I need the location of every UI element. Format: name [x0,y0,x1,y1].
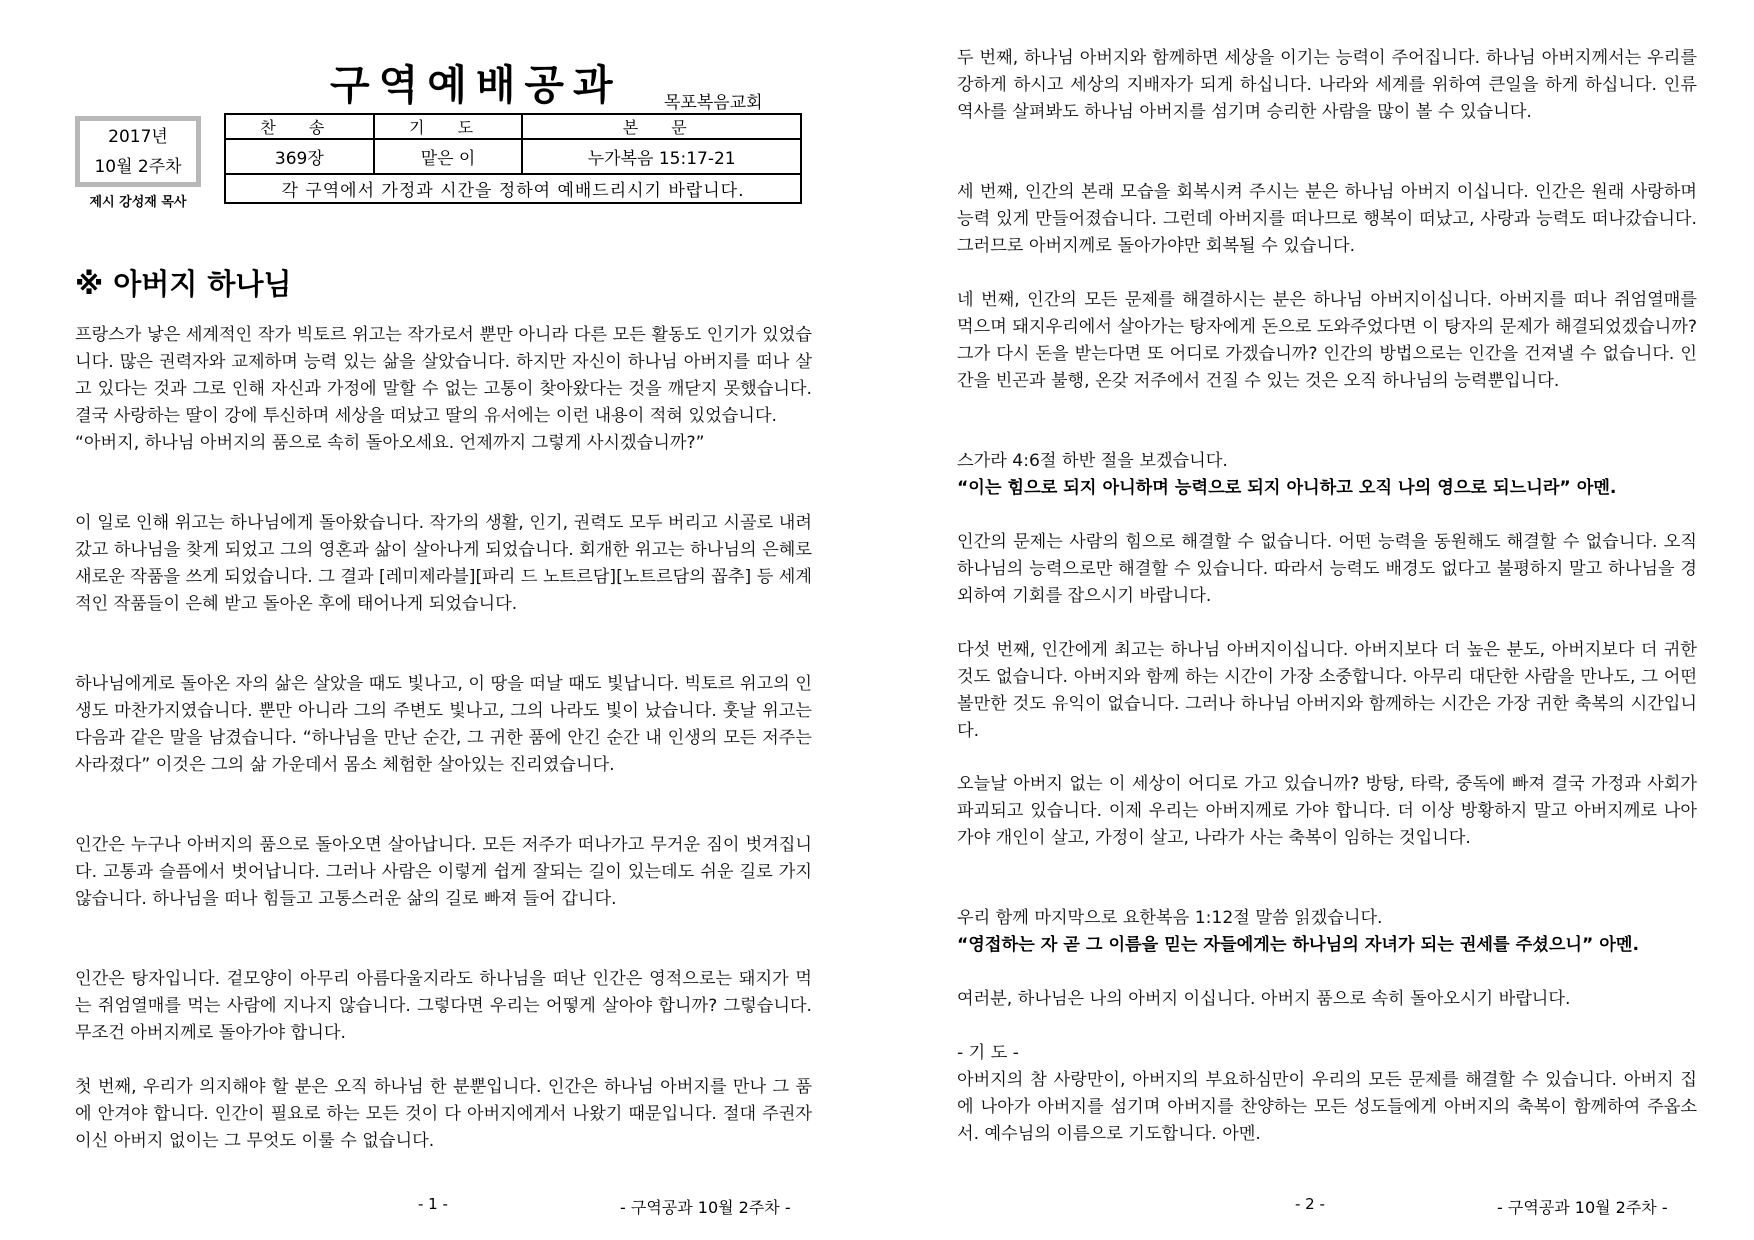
paragraph: 여러분, 하나님은 나의 아버지 이십니다. 아버지 품으로 속히 돌아오시기 바랍니다. [957,989,1571,1009]
paragraph: 이 일로 인해 위고는 하나님에게 돌아왔습니다. 작가의 생활, 인기, 권력도 모두 버리고 시골로 내려갔고 하나님을 찾게 되었고 그의 영혼과 삶이 살아나게 되었습니다. 회개한 위고는 하나님의 은혜로 새로운 작품을 쓰게 되었습니다. 그 결과 [레미제라블][파리 드 노트르담][노트르담의 꼽추] 등 세계적인 작품들이 은혜 받고 돌아온 후에 태어나게 되었습니다. [75,513,812,614]
year-label: 2017년 [108,126,168,147]
quote-text: “아버지, 하나님 아버지의 품으로 속히 돌아오세요. 언제까지 그렇게 사시겠습니까?” [75,433,705,453]
page-footer: - 구역공과 10월 2주차 - [1497,1198,1668,1217]
table-note: 각 구역에서 가정과 시간을 정하여 예배드리시기 바랍니다. [225,174,801,203]
paragraph: 오늘날 아버지 없는 이 세상이 어디로 가고 있습니까? 방탕, 타락, 중독에 빠져 결국 가정과 사회가 파괴되고 있습니다. 이제 우리는 아버지께로 가야 합니다. 더 이상 방황하지 말고 아버지께로 나아가야 개인이 살고, 가정이 살고, 나라가 사는 축복이 임하는 것입니다. [957,774,1697,848]
worship-info-table [224,113,802,204]
paragraph [957,448,1697,502]
table-head-scripture: 본 문 [522,114,801,139]
preacher-label: 제시 강성재 목사 [89,195,187,210]
paragraph [75,322,812,457]
paragraph: 하나님에게로 돌아온 자의 삶은 살았을 때도 빛나고, 이 땅을 떠날 때도 빛납니다. 빅토르 위고의 인생도 마찬가지였습니다. 뿐만 아니라 그의 주변도 빛나고, 그의 나라도 빛이 났습니다. 훗날 위고는 다음과 같은 말을 남겼습니다. “하나님을 만난 순간, 그 귀한 품에 안긴 순간 내 인생의 모든 저주는 사라졌다” 이것은 그의 삶 가운데서 몸소 체험한 살아있는 진리였습니다. [75,674,812,775]
church-name: 목포복음교회 [662,88,765,115]
paragraph: 네 번째, 인간의 모든 문제를 해결하시는 분은 하나님 아버지이십니다. 아버지를 떠나 쥐엄열매를 먹으며 돼지우리에서 살아가는 탕자에게 돈으로 도와주었다면 이 탕자의 문제가 해결되었겠습니까? 그가 다시 돈을 받는다면 또 어디로 가겠습니까? 인간의 방법으로는 인간을 건져낼 수 없습니다. 인간을 빈곤과 불행, 온갖 저주에서 건질 수 있는 것은 오직 하나님의 능력뿐입니다. [957,290,1697,391]
page-2 [877,0,1754,1240]
prayer-text: 아버지의 참 사랑만이, 아버지의 부요하심만이 우리의 모든 문제를 해결할 수 있습니다. 아버지 집에 나아가 아버지를 섬기며 아버지를 찬양하는 모든 성도들에게 아버지의 축복이 함께하여 주옵소서. 예수님의 이름으로 기도합니다. 아멘. [957,1070,1697,1144]
paragraph [957,905,1697,959]
paragraph: 인간의 문제는 사람의 힘으로 해결할 수 없습니다. 어떤 능력을 동원해도 해결할 수 없습니다. 오직 하나님의 능력으로만 해결할 수 있습니다. 따라서 능력도 배경도 없다고 불평하지 말고 하나님을 경외하여 기회를 잡으시기 바랍니다. [957,532,1697,606]
page-footer: - 구역공과 10월 2주차 - [620,1198,791,1217]
hymn-number: 369장 [225,139,374,174]
week-label: 10월 2주차 [94,156,182,177]
paragraph: 첫 번째, 우리가 의지해야 할 분은 오직 하나님 한 분뿐입니다. 인간은 하나님 아버지를 만나 그 품에 안겨야 합니다. 인간이 필요로 하는 모든 것이 다 아버지에게서 나왔기 때문입니다. 절대 주권자이신 아버지 없이는 그 무엇도 이룰 수 없습니다. [75,1077,812,1151]
scripture-reference: 누가복음 15:17-21 [522,139,801,174]
scripture-quote: “이는 힘으로 되지 아니하며 능력으로 되지 아니하고 오직 나의 영으로 되느니라” 아멘. [957,478,1617,498]
paragraph: 인간은 누구나 아버지의 품으로 돌아오면 살아납니다. 모든 저주가 떠나가고 무거운 짐이 벗겨집니다. 고통과 슬픔에서 벗어납니다. 그러나 사람은 이렇게 쉽게 잘되는 길이 있는데도 쉬운 길로 가지 않습니다. 하나님을 떠나 힘들고 고통스러운 삶의 길로 빠져 들어 갑니다. [75,835,812,909]
section-title: ※ 아버지 하나님 [75,267,292,301]
page-number: - 1 - [418,1195,448,1213]
paragraph-text: 스가라 4:6절 하반 절을 보겠습니다. [957,451,1228,471]
paragraph-text: 우리 함께 마지막으로 요한복음 1:12절 말씀 읽겠습니다. [957,908,1383,928]
table-head-hymn: 찬 송 [225,114,374,139]
date-box [75,116,201,187]
scripture-quote: “영접하는 자 곧 그 이름을 믿는 자들에게는 하나님의 자녀가 되는 권세를 주셨으니” 아멘. [957,935,1640,955]
paragraph: 인간은 탕자입니다. 겉모양이 아무리 아름다울지라도 하나님을 떠난 인간은 영적으로는 돼지가 먹는 쥐엄열매를 먹는 사람에 지나지 않습니다. 그렇다면 우리는 어떻게 살아야 합니까? 그렇습니다. 무조건 아버지께로 돌아가야 합니다. [75,969,812,1043]
prayer-title: - 기 도 - [957,1043,1020,1063]
paragraph-text: 프랑스가 낳은 세계적인 작가 빅토르 위고는 작가로서 뿐만 아니라 다른 모든 활동도 인기가 있었습니다. 많은 권력자와 교제하며 능력 있는 삶을 살았습니다. 하지만 자신이 하나님 아버지를 떠나 살고 있다는 것과 그로 인해 자신과 가정에 말할 수 없는 고통이 찾아왔다는 것을 깨닫지 못했습니다. 결국 사랑하는 딸이 강에 투신하며 세상을 떠났고 딸의 유서에는 이런 내용이 적혀 있었습니다. [75,325,812,426]
paragraph: 두 번째, 하나님 아버지와 함께하면 세상을 이기는 능력이 주어집니다. 하나님 아버지께서는 우리를 강하게 하시고 세상의 지배자가 되게 하십니다. 나라와 세계를 위하여 큰일을 하게 하십니다. 인류 역사를 살펴봐도 하나님 아버지를 섬기며 승리한 사람을 많이 볼 수 있습니다. [957,48,1697,122]
document-title: 구역예배공과 [330,61,622,109]
paragraph: 다섯 번째, 인간에게 최고는 하나님 아버지이십니다. 아버지보다 더 높은 분도, 아버지보다 더 귀한 것도 없습니다. 아버지와 함께 하는 시간이 가장 소중합니다. 아무리 대단한 사람을 만나도, 그 어떤 볼만한 것도 유익이 없습니다. 그러나 하나님 아버지와 함께하는 시간은 가장 귀한 축복의 시간입니다. [957,640,1697,741]
page-number: - 2 - [1295,1195,1325,1213]
prayer-leader: 맡은 이 [374,139,523,174]
table-head-prayer: 기 도 [374,114,523,139]
paragraph: 세 번째, 인간의 본래 모습을 회복시켜 주시는 분은 하나님 아버지 이십니다. 인간은 원래 사랑하며 능력 있게 만들어졌습니다. 그런데 아버지를 떠나므로 행복이 떠났고, 사랑과 능력도 떠나갔습니다. 그러므로 아버지께로 돌아가야만 회복될 수 있습니다. [957,182,1697,256]
prayer-section [957,1040,1697,1148]
